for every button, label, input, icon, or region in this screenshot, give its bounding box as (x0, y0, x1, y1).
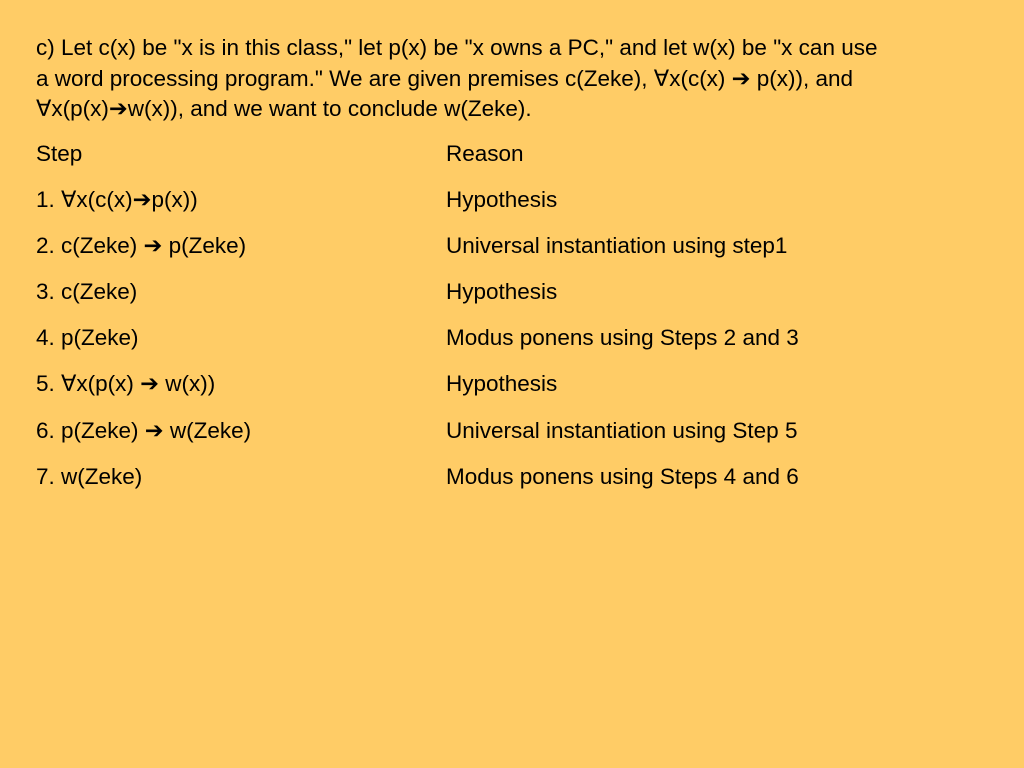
proof-reason: Universal instantiation using step1 (446, 232, 788, 258)
reason-column-header: Reason (446, 140, 524, 166)
proof-step: 5. ∀x(p(x) ➔ w(x)) (36, 371, 216, 397)
problem-line-2: a word processing program." We are given premises c(Zeke), ∀x(c(x) ➔ p(x)), and (36, 65, 854, 91)
proof-reason: Modus ponens using Steps 4 and 6 (446, 463, 799, 489)
proof-step: 7. w(Zeke) (36, 463, 143, 489)
proof-reason: Hypothesis (446, 371, 558, 397)
proof-step: 6. p(Zeke) ➔ w(Zeke) (36, 417, 252, 443)
proof-step: 2. c(Zeke) ➔ p(Zeke) (36, 232, 247, 258)
proof-row (36, 462, 996, 508)
proof-row (36, 185, 996, 231)
proof-row (36, 416, 996, 462)
proof-row (36, 277, 996, 323)
proof-reason: Hypothesis (446, 279, 558, 305)
problem-line-3: ∀x(p(x)➔w(x)), and we want to conclude w(Zeke). (36, 96, 532, 121)
proof-reason: Modus ponens using Steps 2 and 3 (446, 325, 799, 351)
proof-step: 1. ∀x(c(x)➔p(x)) (36, 186, 198, 212)
proof-table (36, 139, 996, 509)
proof-step: 4. p(Zeke) (36, 325, 139, 351)
proof-row (36, 231, 996, 277)
proof-row (36, 369, 996, 415)
proof-reason: Hypothesis (446, 186, 558, 212)
problem-line-1: c) Let c(x) be "x is in this class," let p(x) be "x owns a PC," and let w(x) be "x can use (36, 35, 878, 60)
proof-step: 3. c(Zeke) (36, 279, 138, 305)
proof-reason: Universal instantiation using Step 5 (446, 417, 798, 443)
proof-row (36, 323, 996, 369)
step-column-header: Step (36, 140, 83, 166)
proof-table-header (36, 139, 996, 185)
problem-statement (36, 33, 996, 125)
slide-content (36, 33, 996, 508)
